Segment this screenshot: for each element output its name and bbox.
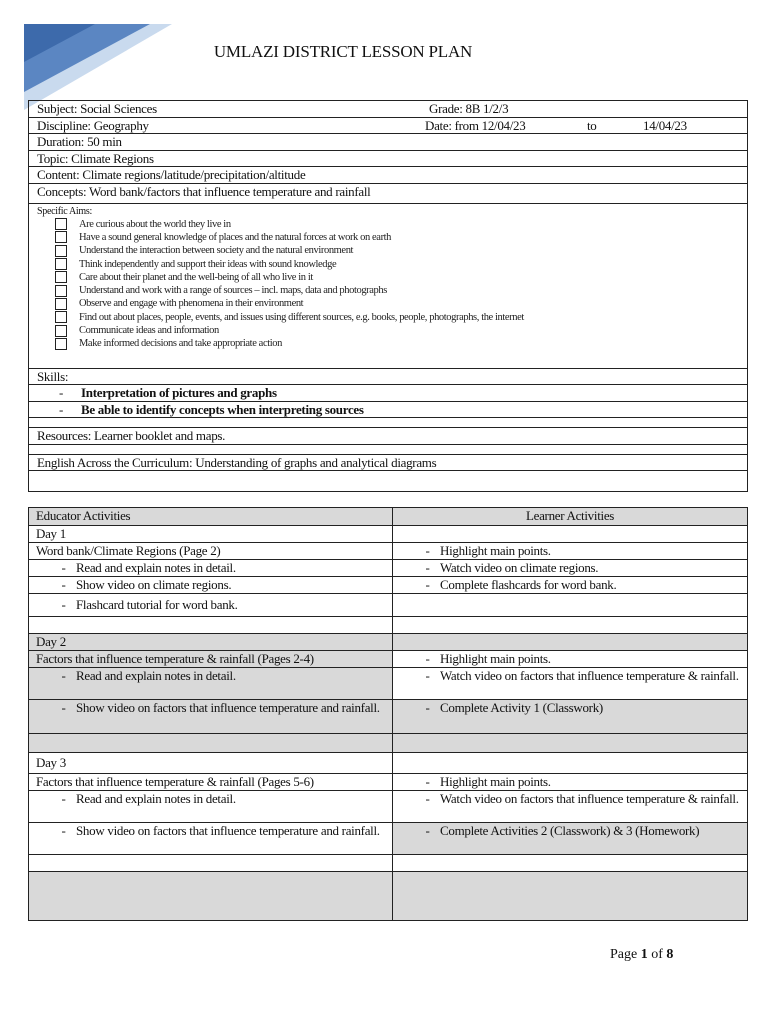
blank-row (29, 445, 747, 455)
table-row (29, 526, 748, 543)
specific-aim-item (37, 231, 739, 244)
learner-item: Watch video on climate regions. (440, 560, 599, 575)
blank-row (29, 617, 748, 634)
educator-title: Factors that influence temperature & rainfall (Pages 2-4) (29, 651, 393, 668)
specific-aim-item (37, 311, 739, 324)
checkbox-icon (55, 245, 67, 257)
checkbox-icon (55, 325, 67, 337)
specific-aims-section (29, 204, 747, 369)
skill-item: - Interpretation of pictures and graphs (29, 385, 747, 402)
learner-item: Complete Activity 1 (Classwork) (440, 700, 603, 715)
day-label: Day 1 (29, 526, 393, 543)
specific-aim-text: Think independently and support their ideas with sound knowledge (79, 258, 337, 270)
learner-item: Highlight main points. (440, 543, 551, 558)
table-row: - Read and explain notes in detail. - Watch video on factors that influence temperature & rainfall. (29, 668, 748, 700)
activities-table (28, 507, 748, 921)
checkbox-icon (55, 311, 67, 323)
table-row (29, 634, 748, 651)
blank-row (29, 734, 748, 753)
specific-aim-item (37, 297, 739, 310)
learner-item: Watch video on factors that influence temperature & rainfall. (440, 668, 739, 683)
table-row: Word bank/Climate Regions (Page 2) - Highlight main points. (29, 543, 748, 560)
subject: Subject: Social Sciences (37, 101, 157, 116)
page-word: Page (610, 947, 638, 962)
checkbox-icon (55, 218, 67, 230)
discipline-row (29, 118, 747, 135)
checkbox-icon (55, 285, 67, 297)
table-row: - Read and explain notes in detail. - Watch video on climate regions. (29, 560, 748, 577)
page-number (610, 947, 673, 963)
specific-aim-text: Communicate ideas and information (79, 325, 219, 337)
content: Content: Climate regions/latitude/precipitation/altitude (29, 167, 747, 184)
specific-aim-text: Are curious about the world they live in (79, 218, 231, 230)
learner-item: Highlight main points. (440, 774, 551, 789)
topic: Topic: Climate Regions (29, 151, 747, 168)
subject-row (29, 101, 747, 118)
table-row: Factors that influence temperature & rainfall (Pages 2-4) - Highlight main points. (29, 651, 748, 668)
date-to: 14/04/23 (643, 117, 687, 133)
concepts: Concepts: Word bank/factors that influence temperature and rainfall (29, 184, 747, 204)
page-current: 1 (640, 947, 648, 962)
specific-aim-text: Have a sound general knowledge of places and the natural forces at work on earth (79, 231, 392, 243)
blank-row (29, 872, 748, 921)
specific-aim-item (37, 218, 739, 231)
specific-aim-text: Care about their planet and the well-being of all who live in it (79, 271, 313, 283)
specific-aim-item (37, 271, 739, 284)
educator-item: Read and explain notes in detail. (76, 560, 236, 575)
specific-aim-item (37, 244, 739, 257)
learner-activities-header: Learner Activities (393, 508, 748, 526)
checkbox-icon (55, 231, 67, 243)
educator-item: Read and explain notes in detail. (76, 791, 236, 806)
specific-aim-text: Find out about places, people, events, and issues using different sources, e.g. books, people, photographs, the internet (79, 311, 524, 323)
day-label: Day 2 (29, 634, 393, 651)
day-label: Day 3 (29, 753, 393, 774)
specific-aim-item (37, 257, 739, 270)
blank-row (29, 855, 748, 872)
skills-label: Skills: (29, 369, 747, 386)
educator-item: Show video on factors that influence temperature and rainfall. (76, 700, 380, 715)
page-total: 8 (666, 947, 674, 962)
blank-row (29, 418, 747, 428)
specific-aim-text: Observe and engage with phenomena in their environment (79, 298, 304, 310)
learner-item: Complete flashcards for word bank. (440, 577, 617, 592)
blank-row (29, 471, 747, 491)
specific-aim-text: Understand and work with a range of sources – incl. maps, data and photographs (79, 285, 387, 297)
lesson-header-table (28, 100, 748, 492)
duration: Duration: 50 min (29, 134, 747, 151)
learner-item: Watch video on factors that influence temperature & rainfall. (440, 791, 739, 806)
educator-item: Show video on climate regions. (76, 577, 232, 592)
grade: Grade: 8B 1/2/3 (429, 101, 509, 116)
checkbox-icon (55, 338, 67, 350)
resources: Resources: Learner booklet and maps. (29, 428, 747, 445)
table-row: - Show video on factors that influence temperature and rainfall. - Complete Activities 2 (Classwork) & 3 (Homework) (29, 823, 748, 855)
table-row: - Flashcard tutorial for word bank. (29, 594, 748, 617)
table-row: - Show video on climate regions. - Complete flashcards for word bank. (29, 577, 748, 594)
educator-item: Flashcard tutorial for word bank. (76, 597, 238, 612)
learner-item: Highlight main points. (440, 651, 551, 666)
educator-title: Word bank/Climate Regions (Page 2) (29, 543, 393, 560)
specific-aim-item (37, 337, 739, 350)
table-row: Factors that influence temperature & rainfall (Pages 5-6) - Highlight main points. (29, 774, 748, 791)
specific-aim-item (37, 284, 739, 297)
educator-title: Factors that influence temperature & rainfall (Pages 5-6) (29, 774, 393, 791)
english-across-curriculum: English Across the Curriculum: Understanding of graphs and analytical diagrams (29, 455, 747, 472)
activities-header-row (29, 508, 748, 526)
specific-aim-text: Understand the interaction between society and the natural environment (79, 245, 354, 257)
learner-item: Complete Activities 2 (Classwork) & 3 (Homework) (440, 823, 700, 838)
table-row: - Read and explain notes in detail. - Watch video on factors that influence temperature & rainfall. (29, 791, 748, 823)
page-title: UMLAZI DISTRICT LESSON PLAN (213, 42, 473, 61)
table-row (29, 753, 748, 774)
checkbox-icon (55, 258, 67, 270)
specific-aim-item (37, 324, 739, 337)
specific-aims-list (37, 218, 739, 351)
skill-item: - Be able to identify concepts when interpreting sources (29, 402, 747, 419)
table-row: - Show video on factors that influence temperature and rainfall. - Complete Activity 1 (Classwork) (29, 700, 748, 734)
date-to-label: to (587, 117, 597, 133)
educator-item: Read and explain notes in detail. (76, 668, 236, 683)
educator-item: Show video on factors that influence temperature and rainfall. (76, 823, 380, 838)
of-word: of (651, 947, 663, 962)
date-from: Date: from 12/04/23 (425, 117, 526, 133)
discipline: Discipline: Geography (37, 117, 149, 133)
educator-activities-header: Educator Activities (29, 508, 393, 526)
checkbox-icon (55, 271, 67, 283)
specific-aim-text: Make informed decisions and take appropriate action (79, 338, 282, 350)
checkbox-icon (55, 298, 67, 310)
specific-aims-label: Specific Aims: (37, 205, 92, 217)
